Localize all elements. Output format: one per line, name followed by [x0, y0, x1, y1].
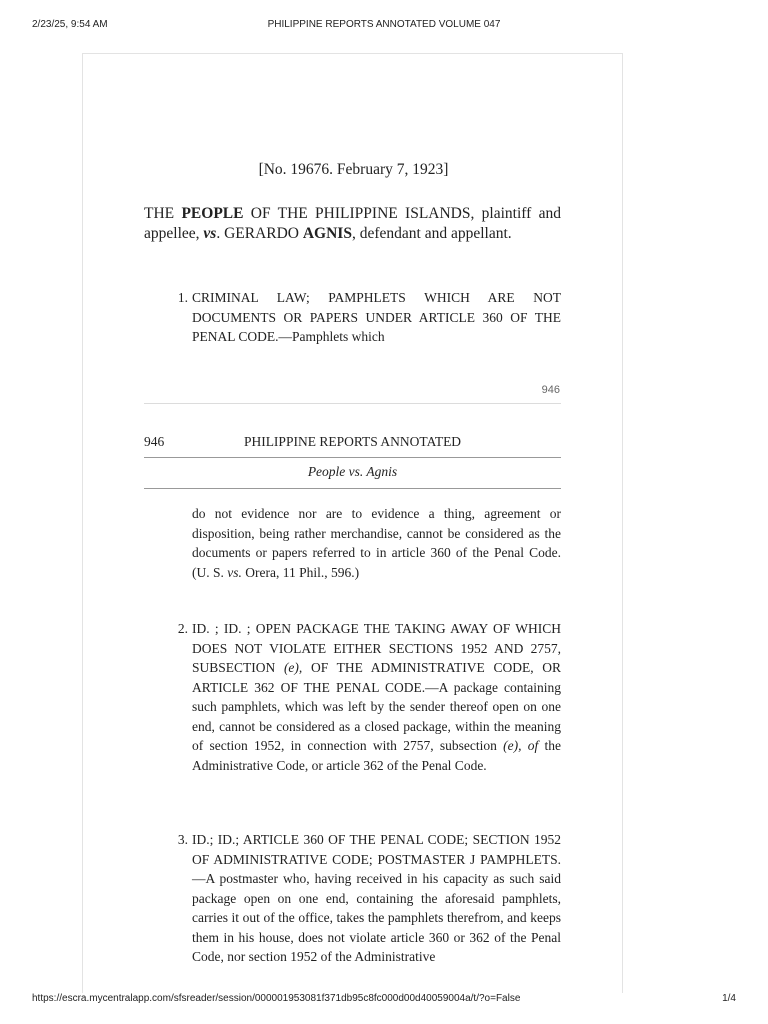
- syllabus-2-sub2: (e), of: [503, 738, 539, 753]
- party-people: PEOPLE: [181, 205, 244, 222]
- syllabus-number: 3.: [177, 832, 188, 847]
- syllabus-2-sub1: (e),: [283, 660, 303, 675]
- party-agnis: AGNIS: [302, 225, 352, 242]
- page-break-divider: [144, 403, 561, 404]
- syllabus-item-2: [144, 619, 561, 819]
- syllabus-item-3: [144, 830, 561, 993]
- syllabus-number: 2.: [177, 621, 188, 636]
- print-title: PHILIPPINE REPORTS ANNOTATED VOLUME 047: [267, 19, 501, 30]
- running-head-title: PHILIPPINE REPORTS ANNOTATED: [243, 434, 462, 449]
- print-header: [0, 19, 768, 33]
- print-datetime: 2/23/25, 9:54 AM: [32, 19, 108, 30]
- syllabus-number: 1.: [177, 290, 188, 305]
- parties-the: THE: [144, 205, 182, 222]
- parties-vs: vs: [203, 225, 217, 242]
- syllabus-2-part3: the Administrative Code, or article 362 of the Penal Code.: [192, 738, 561, 773]
- syllabus-item-1: [144, 288, 561, 348]
- syllabus-1-continued: [192, 504, 561, 582]
- case-parties: [144, 204, 561, 244]
- case-number: [No. 19676. February 7, 1923]: [258, 161, 449, 178]
- running-head-divider: [144, 488, 561, 489]
- running-head-short-title: People vs. Agnis: [307, 464, 398, 479]
- running-head-page-number: 946: [144, 434, 165, 449]
- syllabus-cont-part2: Orera, 11 Phil., 596.): [241, 564, 360, 580]
- syllabus-2-part1: ID. ; ID. ; OPEN PACKAGE THE TAKING AWAY OF WHICH DOES NOT VIOLATE EITHER SECTIONS 1952 AND 2757, SUBSECTION: [192, 621, 561, 675]
- syllabus-text: CRIMINAL LAW; PAMPHLETS WHICH ARE NOT DOCUMENTS OR PAPERS UNDER ARTICLE 360 OF THE PENAL CODE.—Pamphlets which: [192, 290, 561, 344]
- parties-end: , defendant and appellant.: [351, 225, 512, 242]
- print-footer: [0, 993, 768, 1007]
- syllabus-cont-vs: vs.: [227, 564, 242, 580]
- print-url: https://escra.mycentralapp.com/sfsreader/session/000001953081f371db95c8fc000d00d40059004a/t/?o=False: [32, 993, 521, 1004]
- syllabus-text: [192, 619, 561, 775]
- running-head-divider: [144, 457, 561, 458]
- parties-mid1: OF THE PHILIPPINE ISLANDS, plaintiff and appellee,: [144, 205, 562, 242]
- syllabus-text: ID.; ID.; ARTICLE 360 OF THE PENAL CODE; SECTION 1952 OF ADMINISTRATIVE CODE; POSTMASTER J PAMPHLETS.—A postmaster who, having received in his capacity as such said package open on one end, containing the aforesaid pamphlets, carries it out of the office, takes the pamphlets therefrom, and keeps them in his house, does not violate article 360 or 362 of the Penal Code, nor section 1952 of the Administrative: [192, 832, 561, 964]
- page-marker: 946: [541, 384, 560, 396]
- syllabus-cont-part1: do not evidence nor are to evidence a thing, agreement or disposition, being rather merchandise, cannot be considered as the documents or papers referred to in article 360 of the Penal Code. (U. S.: [192, 506, 561, 580]
- parties-mid2: . GERARDO: [216, 225, 303, 242]
- print-page-count: 1/4: [722, 993, 736, 1004]
- syllabus-2-part2: OF THE ADMINISTRATIVE CODE, OR ARTICLE 362 OF THE PENAL CODE.—A package containing such pamphlets, which was left by the sender thereof open on one end, cannot be considered as a closed package, within the meaning of section 1952, in connection with 2757, subsection: [192, 660, 561, 753]
- document-page: [82, 53, 623, 993]
